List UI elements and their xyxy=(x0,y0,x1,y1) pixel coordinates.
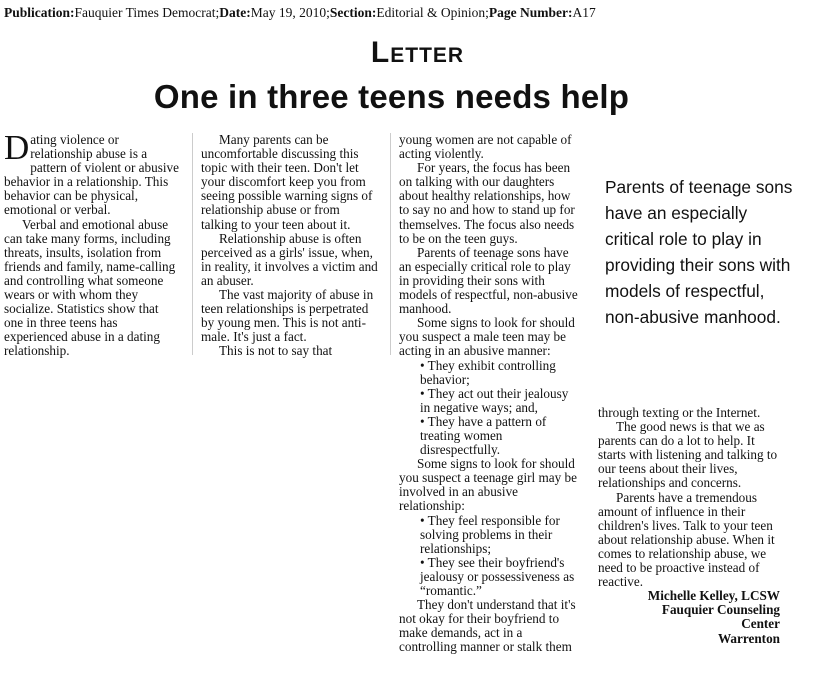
paragraph: Some signs to look for should you suspect a teenage girl may be involved in an abusive relationship: xyxy=(399,456,577,514)
pull-quote: Parents of teenage sons have an especially critical role to play in providing their sons with models of respectful, non-abusive manhood. xyxy=(605,177,793,327)
page-number-value: A17 xyxy=(572,5,596,20)
article-column-4 xyxy=(598,406,780,646)
column-divider xyxy=(390,133,391,355)
paragraph: Many parents can be uncomfortable discussing this topic with their teen. Don't let your discomfort keep you from seeing possible warning signs of relationship abuse or from talking to your teen about it. xyxy=(201,132,373,232)
paragraph: Some signs to look for should you suspect a male teen may be acting in an abusive manner: xyxy=(399,315,575,359)
column-divider xyxy=(192,133,193,355)
paragraph: This is not to say that xyxy=(219,343,333,359)
date-value: May 19, 2010; xyxy=(250,5,330,20)
bullet-item: • They feel responsible for solving problems in their relationships; xyxy=(420,512,560,556)
paragraph: Parents of teenage sons have an especially critical role to play in providing their sons with models of respectful, non-abusive manhood. xyxy=(399,244,578,317)
letter-signature xyxy=(598,589,780,645)
publication-label: Publication: xyxy=(4,5,75,20)
paragraph: Verbal and emotional abuse can take many forms, including threats, insults, isolation from friends and family, name-calling and controlling what someone wears or with whom they socialize. Statistics show that one in three teens has experienced abuse in a dating relationship. xyxy=(4,216,176,359)
bullet-item: • They have a pattern of treating women disrespectfully. xyxy=(420,413,547,458)
publication-value: Fauquier Times Democrat; xyxy=(74,5,220,20)
article-headline: One in three teens needs help xyxy=(153,78,630,115)
page-number-label: Page Number: xyxy=(488,5,573,20)
paragraph: The vast majority of abuse in teen relationships is perpetrated by young men. This is not anti-male. It's just a fact. xyxy=(201,287,374,345)
paragraph: Parents have a tremendous amount of influence in their children's lives. Talk to your teen about relationship abuse. When it comes to relationship abuse, we need to be proactive instead of reactive. xyxy=(598,489,775,590)
paragraph: Relationship abuse is often perceived as a girls' issue, when, in reality, it involves a victim and an abuser. xyxy=(201,230,378,288)
section-value: Editorial & Opinion; xyxy=(376,5,489,20)
publication-info-bar xyxy=(4,5,596,21)
article-column-2 xyxy=(201,133,379,359)
signature-name: Michelle Kelley, LCSW xyxy=(647,588,780,604)
signature-organization: Fauquier Counseling Center xyxy=(661,602,780,632)
bullet-item: • They act out their jealousy in negative ways; and, xyxy=(420,385,569,415)
date-label: Date: xyxy=(219,5,251,20)
signature-city: Warrenton xyxy=(717,630,780,646)
drop-cap: D xyxy=(4,128,30,167)
bullet-item: • They see their boyfriend's jealousy or possessiveness as “romantic.” xyxy=(420,554,575,598)
paragraph: The good news is that we as parents can do a lot to help. It starts with listening and talking to our teens about their lives, relationships and concerns. xyxy=(598,419,778,491)
paragraph: For years, the focus has been on talking with our daughters about healthy relationships, how to say no and how to stand up for themselves. The focus also needs to be on the teen guys. xyxy=(399,160,575,246)
paragraph: through texting or the Internet. xyxy=(598,405,761,420)
article-column-3 xyxy=(399,133,581,654)
paragraph: young women are not capable of acting violently. xyxy=(399,132,572,162)
article-column-1 xyxy=(4,128,180,359)
paragraph: They don't understand that it's not okay for their boyfriend to make demands, act in a controlling manner or stalk them xyxy=(399,597,576,655)
bullet-item: • They exhibit controlling behavior; xyxy=(420,357,556,387)
paragraph: Dating violence or relationship abuse is a pattern of violent or abusive behavior in a relationship. This behavior can be physical, emotional or verbal. xyxy=(4,128,179,218)
article-kicker: Letter xyxy=(370,36,465,69)
section-label: Section: xyxy=(329,5,377,20)
